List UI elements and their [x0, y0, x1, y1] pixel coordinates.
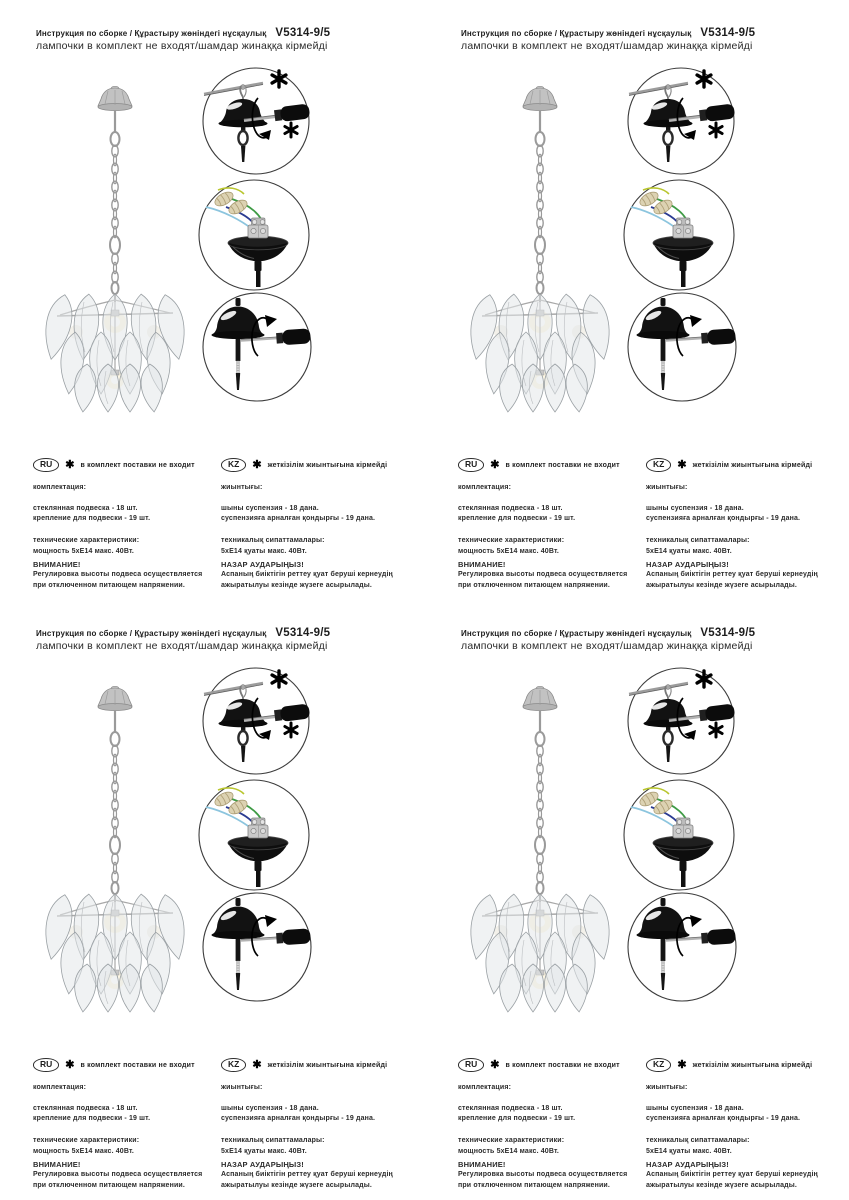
kz-specs-label: техникалық сипаттамалары: — [646, 1137, 750, 1145]
kz-specs-label: техникалық сипаттамалары: — [646, 537, 750, 545]
instruction-sheet-copy-3 — [0, 600, 424, 1200]
step-circle-border — [628, 293, 736, 401]
ru-not-included-note: в комплект поставки не входит — [505, 1061, 620, 1069]
kz-not-included-note: жеткізілім жиынтығына кірмейді — [267, 1061, 388, 1069]
model-number: V5314-9/5 — [275, 27, 331, 39]
chandelier-illustration — [465, 82, 615, 422]
ru-kit-item: стеклянная подвеска - 18 шт. — [33, 504, 138, 512]
ru-kit-label: комплектация: — [458, 1084, 512, 1091]
kz-specs-label: техникалық сипаттамалары: — [221, 1137, 325, 1145]
kz-column — [646, 1057, 844, 1192]
kz-kit-label: жиынтығы: — [221, 1084, 263, 1091]
kz-not-included-note: жеткізілім жиынтығына кірмейді — [692, 461, 813, 469]
kz-column — [221, 1057, 419, 1192]
kz-specs-value: 5хЕ14 қуаты макс. 40Вт. — [221, 1147, 307, 1155]
instruction-sheet — [425, 600, 849, 1200]
ru-kit-label: комплектация: — [33, 1084, 87, 1091]
kz-kit-label: жиынтығы: — [646, 1084, 688, 1091]
instruction-sheet-copy-1 — [0, 0, 424, 600]
sheet-header — [461, 27, 836, 52]
kz-kit-item: шыны суспензия - 18 дана. — [646, 504, 744, 512]
ru-kit-item: стеклянная подвеска - 18 шт. — [458, 1104, 563, 1112]
assembly-title: Инструкция по сборке / Құрастыру жөніндегі нұсқаулық — [36, 29, 267, 38]
chandelier-illustration — [40, 682, 190, 1022]
ru-not-included-note: в комплект поставки не входит — [80, 1061, 195, 1069]
suspension-chain — [535, 110, 545, 302]
asterisk-icon: ✱ — [65, 1059, 75, 1071]
step-3-tightening-diagram — [201, 891, 313, 1003]
asterisk-icon: ✱ — [677, 459, 687, 471]
asterisk-icon: ✱ — [490, 1059, 500, 1071]
asterisk-icon: ✱ — [252, 1059, 262, 1071]
kz-not-included-note: жеткізілім жиынтығына кірмейді — [267, 461, 388, 469]
silver-canopy — [523, 86, 557, 110]
suspension-chain — [110, 110, 120, 302]
kz-warning-title: НАЗАР АУДАРЫҢЫЗ! — [221, 559, 304, 569]
kz-warning-text: Аспаның биіктігін реттеу қуат беруші кернеудің ажыратылуы кезінде жүзеге асырылады. — [221, 571, 393, 589]
bulbs-not-included-subtitle: лампочки в комплект не входят/шамдар жинаққа кірмейді — [36, 40, 328, 52]
ru-specs-value: мощность 5хЕ14 макс. 40Вт. — [33, 547, 135, 555]
glass-petals — [465, 892, 615, 1013]
ru-column — [33, 457, 211, 592]
ru-column — [33, 1057, 211, 1192]
ru-column — [458, 1057, 636, 1192]
info-section — [458, 1057, 844, 1192]
asterisk-icon: ✱ — [65, 459, 75, 471]
asterisk-icon: ✱ — [252, 459, 262, 471]
ru-warning-title: ВНИМАНИЕ! — [458, 1159, 506, 1169]
kz-column — [221, 457, 419, 592]
kz-not-included-note: жеткізілім жиынтығына кірмейді — [692, 1061, 813, 1069]
kz-warning-text: Аспаның биіктігін реттеу қуат беруші кернеудің ажыратылуы кезінде жүзеге асырылады. — [646, 1171, 818, 1189]
kz-badge: KZ — [221, 1058, 246, 1072]
kz-kit-item: шыны суспензия - 18 дана. — [221, 1104, 319, 1112]
ru-specs-label: технические характеристики: — [458, 537, 565, 545]
ru-not-included-note: в комплект поставки не входит — [80, 461, 195, 469]
ru-not-included-note: в комплект поставки не входит — [505, 461, 620, 469]
silver-canopy — [523, 686, 557, 710]
ru-kit-item: стеклянная подвеска - 18 шт. — [33, 1104, 138, 1112]
kz-warning-text: Аспаның биіктігін реттеу қуат беруші кернеудің ажыратылуы кезінде жүзеге асырылады. — [646, 571, 818, 589]
kz-badge: KZ — [646, 458, 671, 472]
instruction-sheet-copy-2 — [425, 0, 849, 600]
ru-warning-text: Регулировка высоты подвеса осуществляется при отключенном питающем напряжении. — [33, 1171, 203, 1189]
ru-kit-item: крепление для подвески - 19 шт. — [458, 515, 576, 523]
step-2-wiring-diagram — [196, 177, 312, 293]
asterisk-icon: ✱ — [490, 459, 500, 471]
step-1-mounting-diagram — [626, 666, 736, 776]
step-circle-border — [203, 293, 311, 401]
ru-kit-item: крепление для подвески - 19 шт. — [33, 515, 151, 523]
step-3-tightening-diagram — [201, 291, 313, 403]
step-circle-border — [203, 893, 311, 1001]
kz-specs-label: техникалық сипаттамалары: — [221, 537, 325, 545]
kz-kit-item: суспензияға арналған қондырғы - 19 дана. — [221, 515, 376, 523]
step-1-mounting-diagram — [626, 66, 736, 176]
glass-petals — [40, 892, 190, 1013]
ru-badge: RU — [33, 1058, 59, 1072]
kz-warning-title: НАЗАР АУДАРЫҢЫЗ! — [646, 1159, 729, 1169]
step-2-wiring-diagram — [621, 177, 737, 293]
bulbs-not-included-subtitle: лампочки в комплект не входят/шамдар жинаққа кірмейді — [36, 640, 328, 652]
kz-kit-item: шыны суспензия - 18 дана. — [646, 1104, 744, 1112]
ru-specs-label: технические характеристики: — [33, 537, 140, 545]
step-3-tightening-diagram — [626, 891, 738, 1003]
ru-badge: RU — [458, 1058, 484, 1072]
model-number: V5314-9/5 — [700, 627, 756, 639]
bulbs-not-included-subtitle: лампочки в комплект не входят/шамдар жинаққа кірмейді — [461, 40, 753, 52]
kz-warning-title: НАЗАР АУДАРЫҢЫЗ! — [221, 1159, 304, 1169]
step-circle-border — [628, 893, 736, 1001]
kz-kit-item: шыны суспензия - 18 дана. — [221, 504, 319, 512]
ru-specs-value: мощность 5хЕ14 макс. 40Вт. — [458, 547, 560, 555]
kz-column — [646, 457, 844, 592]
ru-warning-title: ВНИМАНИЕ! — [33, 559, 81, 569]
ru-kit-label: комплектация: — [458, 484, 512, 491]
chandelier-illustration — [465, 682, 615, 1022]
ru-warning-text: Регулировка высоты подвеса осуществляется при отключенном питающем напряжении. — [458, 1171, 628, 1189]
kz-kit-item: суспензияға арналған қондырғы - 19 дана. — [221, 1115, 376, 1123]
ru-kit-label: комплектация: — [33, 484, 87, 491]
chandelier-illustration — [40, 82, 190, 422]
instruction-sheet-copy-4 — [425, 600, 849, 1200]
sheet-header — [461, 627, 836, 652]
asterisk-icon: ✱ — [677, 1059, 687, 1071]
ru-kit-item: крепление для подвески - 19 шт. — [33, 1115, 151, 1123]
info-section — [33, 457, 419, 592]
ru-kit-item: стеклянная подвеска - 18 шт. — [458, 504, 563, 512]
kz-kit-item: суспензияға арналған қондырғы - 19 дана. — [646, 1115, 801, 1123]
kz-badge: KZ — [646, 1058, 671, 1072]
ru-badge: RU — [33, 458, 59, 472]
ru-warning-title: ВНИМАНИЕ! — [458, 559, 506, 569]
kz-specs-value: 5хЕ14 қуаты макс. 40Вт. — [646, 547, 732, 555]
kz-badge: KZ — [221, 458, 246, 472]
info-section — [33, 1057, 419, 1192]
kz-specs-value: 5хЕ14 қуаты макс. 40Вт. — [221, 547, 307, 555]
kz-warning-title: НАЗАР АУДАРЫҢЫЗ! — [646, 559, 729, 569]
kz-warning-text: Аспаның биіктігін реттеу қуат беруші кернеудің ажыратылуы кезінде жүзеге асырылады. — [221, 1171, 393, 1189]
bulbs-not-included-subtitle: лампочки в комплект не входят/шамдар жинаққа кірмейді — [461, 640, 753, 652]
suspension-chain — [110, 710, 120, 902]
glass-petals — [40, 292, 190, 413]
ru-warning-text: Регулировка высоты подвеса осуществляется при отключенном питающем напряжении. — [33, 571, 203, 589]
ru-warning-title: ВНИМАНИЕ! — [33, 1159, 81, 1169]
instruction-sheet — [0, 0, 424, 600]
step-1-mounting-diagram — [201, 66, 311, 176]
ru-specs-value: мощность 5хЕ14 макс. 40Вт. — [458, 1147, 560, 1155]
ru-specs-label: технические характеристики: — [458, 1137, 565, 1145]
suspension-chain — [535, 710, 545, 902]
step-3-tightening-diagram — [626, 291, 738, 403]
assembly-title: Инструкция по сборке / Құрастыру жөніндегі нұсқаулық — [461, 629, 692, 638]
kz-kit-label: жиынтығы: — [221, 484, 263, 491]
ru-specs-value: мощность 5хЕ14 макс. 40Вт. — [33, 1147, 135, 1155]
silver-canopy — [98, 86, 132, 110]
ru-kit-item: крепление для подвески - 19 шт. — [458, 1115, 576, 1123]
assembly-title: Инструкция по сборке / Құрастыру жөніндегі нұсқаулық — [36, 629, 267, 638]
kz-kit-item: суспензияға арналған қондырғы - 19 дана. — [646, 515, 801, 523]
instruction-sheet — [425, 0, 849, 600]
step-1-mounting-diagram — [201, 666, 311, 776]
step-2-wiring-diagram — [196, 777, 312, 893]
silver-canopy — [98, 686, 132, 710]
sheet-header — [36, 627, 411, 652]
ru-column — [458, 457, 636, 592]
ru-warning-text: Регулировка высоты подвеса осуществляется при отключенном питающем напряжении. — [458, 571, 628, 589]
model-number: V5314-9/5 — [275, 627, 331, 639]
glass-petals — [465, 292, 615, 413]
info-section — [458, 457, 844, 592]
sheet-header — [36, 27, 411, 52]
kz-kit-label: жиынтығы: — [646, 484, 688, 491]
kz-specs-value: 5хЕ14 қуаты макс. 40Вт. — [646, 1147, 732, 1155]
ru-specs-label: технические характеристики: — [33, 1137, 140, 1145]
assembly-title: Инструкция по сборке / Құрастыру жөніндегі нұсқаулық — [461, 29, 692, 38]
instruction-sheet — [0, 600, 424, 1200]
ru-badge: RU — [458, 458, 484, 472]
step-2-wiring-diagram — [621, 777, 737, 893]
model-number: V5314-9/5 — [700, 27, 756, 39]
